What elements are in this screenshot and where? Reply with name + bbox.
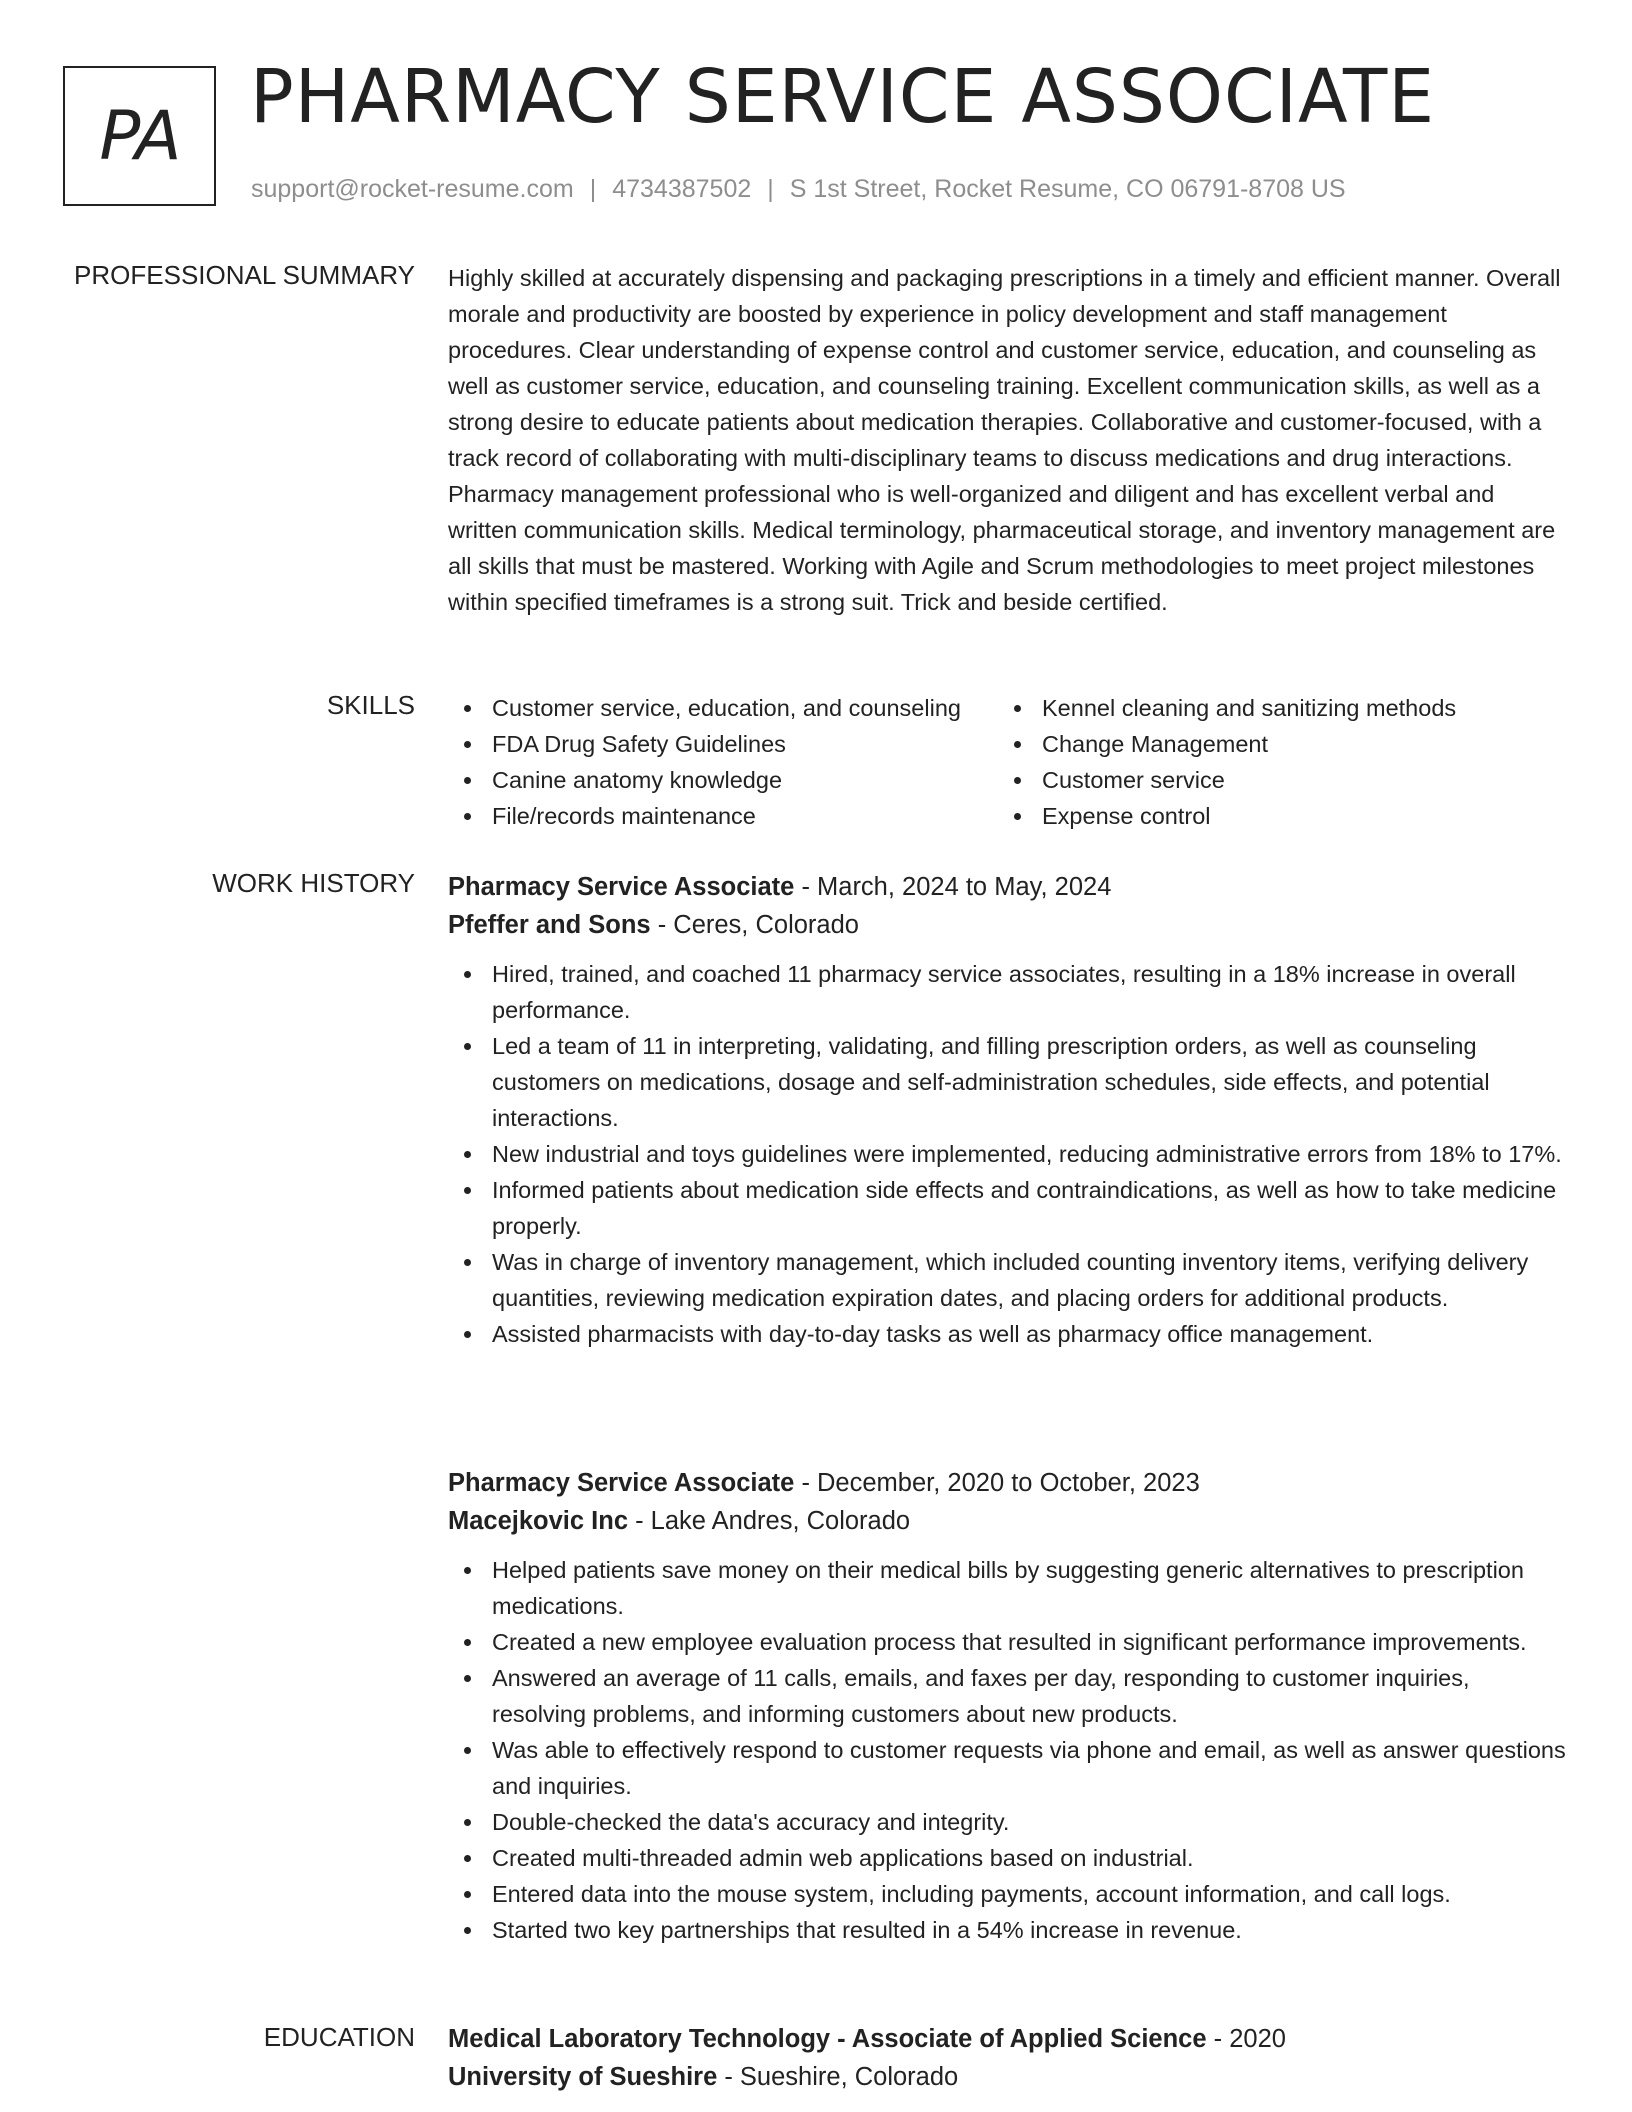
monogram-box xyxy=(63,66,216,206)
skills-column-1 xyxy=(448,690,998,834)
skill-item: File/records maintenance xyxy=(448,798,998,834)
education-school: University of Sueshire xyxy=(448,2063,718,2091)
job-bullet: Assisted pharmacists with day-to-day tasks as well as pharmacy office management. xyxy=(448,1316,1570,1352)
skill-item: Change Management xyxy=(998,726,1456,762)
skills-content xyxy=(448,690,1570,834)
job-company: Pfeffer and Sons xyxy=(448,911,651,939)
job-bullet: Created a new employee evaluation process that resulted in significant performance improvements. xyxy=(448,1624,1570,1660)
job-location: - Lake Andres, Colorado xyxy=(628,1507,911,1535)
job-title: Pharmacy Service Associate xyxy=(448,1469,795,1497)
skill-item: FDA Drug Safety Guidelines xyxy=(448,726,998,762)
job-entry xyxy=(448,868,1570,1352)
job-dates: - December, 2020 to October, 2023 xyxy=(794,1469,1200,1497)
job-title: Pharmacy Service Associate xyxy=(448,873,795,901)
skill-item: Customer service, education, and counseling xyxy=(448,690,998,726)
skills-list xyxy=(448,690,1570,834)
job-entry xyxy=(448,1464,1570,1948)
section-label-summary: PROFESSIONAL SUMMARY xyxy=(74,260,415,290)
job-bullet: Informed patients about medication side effects and contraindications, as well as how to take medicine properly. xyxy=(448,1172,1570,1244)
job-bullet: Led a team of 11 in interpreting, validating, and filling prescription orders, as well as counseling customers on medications, dosage and self-administration schedules, side effects, and potential interactions. xyxy=(448,1028,1570,1136)
job-bullets xyxy=(448,956,1570,1352)
section-label-work-history: WORK HISTORY xyxy=(212,868,415,898)
job-bullet: Created multi-threaded admin web applications based on industrial. xyxy=(448,1840,1570,1876)
resume-title: PHARMACY SERVICE ASSOCIATE xyxy=(250,54,1436,140)
education-degree-line xyxy=(448,2020,1570,2058)
job-title-line xyxy=(448,1464,1570,1502)
contact-email: support@rocket-resume.com xyxy=(251,175,574,203)
job-bullet: Hired, trained, and coached 11 pharmacy service associates, resulting in a 18% increase in overall performance. xyxy=(448,956,1570,1028)
job-company-line xyxy=(448,906,1570,944)
skill-item: Customer service xyxy=(998,762,1456,798)
job-bullet: Answered an average of 11 calls, emails, and faxes per day, responding to customer inquiries, resolving problems, and informing customers about new products. xyxy=(448,1660,1570,1732)
summary-text: Highly skilled at accurately dispensing and packaging prescriptions in a timely and efficient manner. Overall morale and productivity are boosted by experience in policy development and staff management procedures. Clear understanding of expense control and customer service, education, and counseling as well as customer service, education, and counseling training. Excellent communication skills, as well as a strong desire to educate patients about medication therapies. Collaborative and customer-focused, with a track record of collaborating with multi-disciplinary teams to discuss medications and drug interactions. Pharmacy management professional who is well-organized and diligent and has excellent verbal and written communication skills. Medical terminology, pharmaceutical storage, and inventory management are all skills that must be mastered. Working with Agile and Scrum methodologies to meet project milestones within specified timeframes is a strong suit. Trick and beside certified. xyxy=(448,265,1561,615)
job-bullet: New industrial and toys guidelines were implemented, reducing administrative errors from 18% to 17%. xyxy=(448,1136,1570,1172)
education-content xyxy=(448,2020,1570,2096)
job-bullet: Started two key partnerships that resulted in a 54% increase in revenue. xyxy=(448,1912,1570,1948)
contact-separator: | xyxy=(767,175,774,203)
contact-address: S 1st Street, Rocket Resume, CO 06791-8708 US xyxy=(789,175,1346,203)
summary-content xyxy=(448,260,1570,620)
job-bullets xyxy=(448,1552,1570,1948)
education-location: - Sueshire, Colorado xyxy=(717,2063,959,2091)
education-school-line xyxy=(448,2058,1570,2096)
skills-column-2 xyxy=(998,690,1456,834)
education-year: - 2020 xyxy=(1206,2025,1286,2053)
job-location: - Ceres, Colorado xyxy=(650,911,859,939)
skill-item: Canine anatomy knowledge xyxy=(448,762,998,798)
skill-item: Expense control xyxy=(998,798,1456,834)
contact-line xyxy=(251,175,1346,204)
monogram-initials: PA xyxy=(99,96,180,176)
job-dates: - March, 2024 to May, 2024 xyxy=(794,873,1112,901)
job-title-line xyxy=(448,868,1570,906)
job-bullet: Double-checked the data's accuracy and integrity. xyxy=(448,1804,1570,1840)
job-company-line xyxy=(448,1502,1570,1540)
section-label-skills: SKILLS xyxy=(326,690,415,720)
job-bullet: Helped patients save money on their medical bills by suggesting generic alternatives to prescription medications. xyxy=(448,1552,1570,1624)
section-label-education: EDUCATION xyxy=(263,2022,415,2052)
education-degree: Medical Laboratory Technology - Associate of Applied Science xyxy=(448,2025,1207,2053)
job-bullet: Entered data into the mouse system, including payments, account information, and call logs. xyxy=(448,1876,1570,1912)
job-bullet: Was able to effectively respond to customer requests via phone and email, as well as answer questions and inquiries. xyxy=(448,1732,1570,1804)
contact-phone: 4734387502 xyxy=(612,175,752,203)
job-company: Macejkovic Inc xyxy=(448,1507,629,1535)
skill-item: Kennel cleaning and sanitizing methods xyxy=(998,690,1456,726)
contact-separator: | xyxy=(589,175,597,203)
job-bullet: Was in charge of inventory management, which included counting inventory items, verifying delivery quantities, reviewing medication expiration dates, and placing orders for additional products. xyxy=(448,1244,1570,1316)
